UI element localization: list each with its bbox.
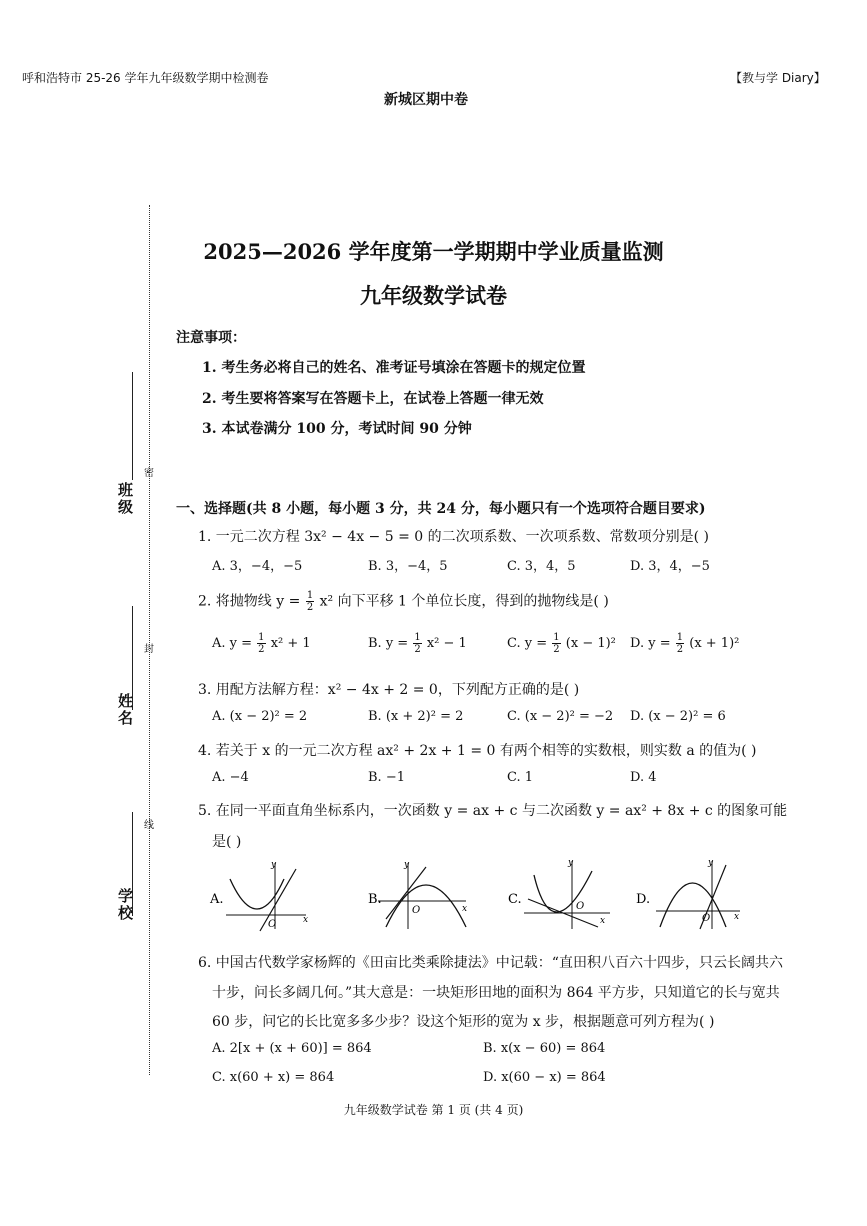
fraction-denominator: 2 xyxy=(306,602,314,613)
origin-label: O xyxy=(412,905,421,916)
question-stem xyxy=(198,590,609,613)
school-label: 学校 xyxy=(118,887,134,922)
fraction xyxy=(306,590,314,613)
question-stem: 4. 若关于 x 的一元二次方程 ax² + 2x + 1 = 0 有两个相等的实数根，则实数 a 的值为( ) xyxy=(198,743,757,759)
origin-label: O xyxy=(576,901,585,912)
x-label: x xyxy=(734,912,740,922)
option-text: x² + 1 xyxy=(270,636,311,651)
option-text: (x + 1)² xyxy=(689,636,740,651)
option-text: D. y = xyxy=(630,636,671,651)
option-a: A. 2[x + (x + 60)] = 864 xyxy=(212,1041,372,1056)
class-underline xyxy=(132,372,133,480)
y-label: y xyxy=(708,858,714,868)
fraction-denominator: 2 xyxy=(676,644,684,655)
option-c: C. x(60 + x) = 864 xyxy=(212,1070,335,1085)
option-c: C. (x − 2)² = −2 xyxy=(507,709,614,724)
question-stem-cont: 60 步，问它的长比宽多多少步？设这个矩形的宽为 x 步，根据题意可列方程为( ) xyxy=(212,1014,715,1030)
stem-text: x² 向下平移 1 个单位长度，得到的抛物线是( ) xyxy=(319,593,609,610)
y-label: y xyxy=(404,860,410,870)
fraction xyxy=(552,632,560,655)
graph-label: A. xyxy=(210,892,224,907)
class-label: 班级 xyxy=(118,481,134,516)
fraction-denominator: 2 xyxy=(553,644,560,655)
option-b: B. −1 xyxy=(368,770,405,785)
option-c: C. 1 xyxy=(507,770,534,785)
option-b: B. (x + 2)² = 2 xyxy=(368,709,464,724)
question-stem: 5. 在同一平面直角坐标系内，一次函数 y = ax + c 与二次函数 y = ax² + 8x + c 的图象可能 xyxy=(198,803,788,819)
option-text: C. y = xyxy=(507,636,548,651)
fraction xyxy=(676,632,684,655)
origin-label: O xyxy=(702,913,711,924)
question-stem: 3. 用配方法解方程：x² − 4x + 2 = 0，下列配方正确的是( ) xyxy=(198,682,580,698)
seal-mark: 封 xyxy=(144,644,154,655)
fraction xyxy=(413,632,421,655)
option-text: (x − 1)² xyxy=(565,636,616,651)
header-left: 呼和浩特市 25-26 学年九年级数学期中检测卷 xyxy=(22,71,269,85)
option-text: A. y = xyxy=(212,636,253,651)
notice-item: 3. 本试卷满分 100 分，考试时间 90 分钟 xyxy=(202,421,472,437)
option-d: D. 4 xyxy=(630,770,657,785)
option-d: D. 3，4，−5 xyxy=(630,559,710,574)
x-label: x xyxy=(303,915,309,925)
fraction-numerator: 1 xyxy=(553,632,560,643)
x-label: x xyxy=(600,916,606,926)
graph-option-a xyxy=(209,860,308,931)
section-heading: 一、选择题(共 8 小题，每小题 3 分，共 24 分，每小题只有一个选项符合题目要求) xyxy=(176,501,706,517)
notice-item: 1. 考生务必将自己的姓名、准考证号填涂在答题卡的规定位置 xyxy=(202,360,586,376)
option-c xyxy=(507,632,616,655)
graph-option-c xyxy=(508,858,610,929)
question-stem-cont: 是( ) xyxy=(212,834,242,850)
y-label: y xyxy=(271,860,277,870)
option-text: x² − 1 xyxy=(426,636,467,651)
name-label: 姓名 xyxy=(118,692,134,727)
option-b: B. 3，−4，5 xyxy=(368,559,448,574)
question-stem: 6. 中国古代数学家杨辉的《田亩比类乘除捷法》中记载：“直田积八百六十四步，只云长阔共六 xyxy=(198,955,783,971)
fraction-denominator: 2 xyxy=(258,644,265,655)
option-text: B. y = xyxy=(368,636,409,651)
option-a: A. 3，−4，−5 xyxy=(212,559,303,574)
option-c: C. 3，4，5 xyxy=(507,559,576,574)
fraction-numerator: 1 xyxy=(258,632,265,643)
parabola xyxy=(386,885,466,927)
page-title-sub: 九年级数学试卷 xyxy=(360,283,507,308)
option-d: D. x(60 − x) = 864 xyxy=(483,1070,606,1085)
seal-mark: 密 xyxy=(144,468,154,479)
fraction xyxy=(257,632,265,655)
graph-label: C. xyxy=(508,892,522,907)
question-stem: 1. 一元二次方程 3x² − 4x − 5 = 0 的二次项系数、一次项系数、常数项分别是( ) xyxy=(198,529,710,545)
fraction-numerator: 1 xyxy=(676,632,684,643)
graph-option-b xyxy=(368,860,467,929)
q5-graphs xyxy=(200,855,760,935)
stem-text: 2. 将抛物线 y = xyxy=(198,593,301,610)
option-a xyxy=(212,632,311,655)
graph-option-d xyxy=(636,858,740,929)
option-d: D. (x − 2)² = 6 xyxy=(630,709,726,724)
notice-heading: 注意事项： xyxy=(176,330,246,346)
page-footer: 九年级数学试卷 第 1 页 (共 4 页) xyxy=(343,1103,524,1117)
origin-label: O xyxy=(268,919,277,930)
fraction-numerator: 1 xyxy=(306,590,314,601)
page-title: 2025—2026 学年度第一学期期中学业质量监测 xyxy=(203,239,664,264)
notice-item: 2. 考生要将答案写在答题卡上，在试卷上答题一律无效 xyxy=(202,391,544,407)
graph-label: D. xyxy=(636,892,651,907)
option-b xyxy=(368,632,467,655)
option-a: A. −4 xyxy=(212,770,249,785)
x-label: x xyxy=(462,904,468,914)
fraction-denominator: 2 xyxy=(414,644,421,655)
option-d xyxy=(630,632,739,655)
graph-label: B. xyxy=(368,892,382,907)
exam-subtitle: 新城区期中卷 xyxy=(384,92,468,108)
seal-mark: 线 xyxy=(144,820,154,831)
fraction-numerator: 1 xyxy=(414,632,421,643)
line xyxy=(260,869,296,931)
question-stem-cont: 十步，问长多阔几何。”其大意是：一块矩形田地的面积为 864 平方步，只知道它的长与宽共 xyxy=(212,985,780,1001)
y-label: y xyxy=(568,858,574,868)
option-b: B. x(x − 60) = 864 xyxy=(483,1041,606,1056)
header-right: 【教与学 Diary】 xyxy=(730,71,826,85)
option-a: A. (x − 2)² = 2 xyxy=(212,709,308,724)
